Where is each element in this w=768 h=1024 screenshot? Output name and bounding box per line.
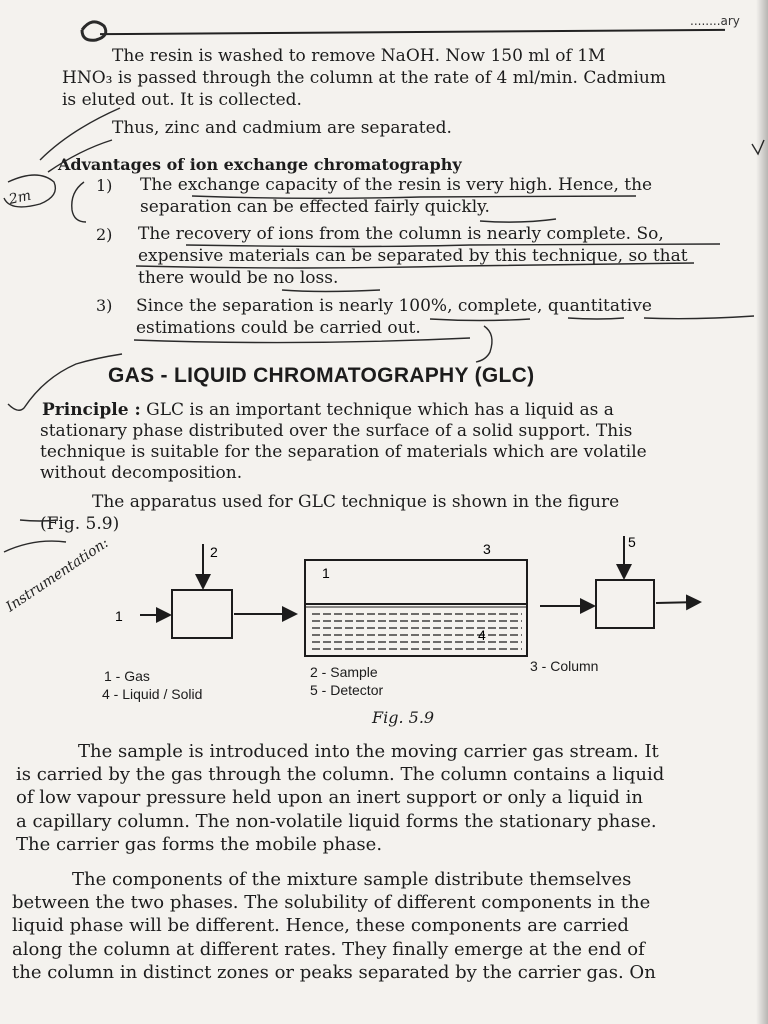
principle-line: without decomposition. xyxy=(40,463,243,483)
legend-liquid-solid: 4 - Liquid / Solid xyxy=(102,686,203,702)
item-line: The exchange capacity of the resin is very high. Hence, the xyxy=(140,175,653,195)
principle-line: stationary phase distributed over the surface of a solid support. This xyxy=(40,421,633,441)
intro-line-4: Thus, zinc and cadmium are separated. xyxy=(112,118,452,138)
body-line: The carrier gas forms the mobile phase. xyxy=(16,834,383,855)
label-2: 2 xyxy=(210,544,218,560)
apparatus-line: (Fig. 5.9) xyxy=(40,514,120,534)
legend-detector: 5 - Detector xyxy=(310,682,384,698)
body-line: between the two phases. The solubility of different components in the xyxy=(12,892,651,913)
item-line: estimations could be carried out. xyxy=(136,318,421,338)
body-line: along the column at different rates. They finally emerge at the end of xyxy=(12,939,645,960)
item-line: there would be no loss. xyxy=(138,268,339,288)
label-5: 5 xyxy=(628,534,636,550)
figure-caption: Fig. 5.9 xyxy=(372,708,435,727)
body-line: The components of the mixture sample distribute themselves xyxy=(72,869,632,890)
header-corner-text: ........ary xyxy=(690,14,740,28)
body-line: a capillary column. The non-volatile liquid forms the stationary phase. xyxy=(16,811,657,832)
handwritten-margin-note: Instrumentation: xyxy=(3,535,112,616)
section-title: GAS - LIQUID CHROMATOGRAPHY (GLC) xyxy=(108,364,535,387)
intro-line-3: is eluted out. It is collected. xyxy=(62,90,302,110)
intro-line-2: HNO₃ is passed through the column at the rate of 4 ml/min. Cadmium xyxy=(62,68,666,88)
intro-line-1: The resin is washed to remove NaOH. Now 150 ml of 1M xyxy=(112,46,606,66)
detector-box xyxy=(596,580,654,628)
principle-line: technique is suitable for the separation of materials which are volatile xyxy=(40,442,647,462)
body-line: of low vapour pressure held upon an inert support or only a liquid in xyxy=(16,787,644,808)
item-line: The recovery of ions from the column is nearly complete. So, xyxy=(138,224,664,244)
page-edge-shadow xyxy=(756,0,768,1024)
item-number: 3) xyxy=(96,296,113,315)
principle-line: GLC is an important technique which has a liquid as a xyxy=(146,400,614,420)
body-line: is carried by the gas through the column. The column contains a liquid xyxy=(16,764,665,785)
body-line: liquid phase will be different. Hence, these components are carried xyxy=(12,915,629,936)
injector-box xyxy=(172,590,232,638)
body-line: The sample is introduced into the moving carrier gas stream. It xyxy=(78,741,659,762)
legend-sample: 2 - Sample xyxy=(310,664,378,680)
item-line: expensive materials can be separated by this technique, so that xyxy=(138,246,688,266)
item-line: Since the separation is nearly 100%, complete, quantitative xyxy=(136,296,652,316)
label-1: 1 xyxy=(115,608,123,624)
item-line: separation can be effected fairly quickly. xyxy=(140,197,490,217)
item-number: 2) xyxy=(96,225,113,244)
handwritten-annotations xyxy=(4,22,764,552)
stationary-phase-hatching xyxy=(312,614,522,649)
body-line: the column in distinct zones or peaks separated by the carrier gas. On xyxy=(12,962,656,983)
principle-label: Principle : xyxy=(42,400,141,420)
apparatus-line: The apparatus used for GLC technique is shown in the figure xyxy=(92,492,620,512)
handwritten-circle-note: 2m xyxy=(7,187,33,208)
legend-column: 3 - Column xyxy=(530,658,599,674)
legend-gas: 1 - Gas xyxy=(104,668,150,684)
item-number: 1) xyxy=(96,176,113,195)
label-1-column: 1 xyxy=(322,565,330,581)
label-3: 3 xyxy=(483,541,491,557)
outlet-arrow xyxy=(656,602,700,603)
label-4: 4 xyxy=(478,627,486,643)
advantages-heading: Advantages of ion exchange chromatography xyxy=(58,155,462,174)
